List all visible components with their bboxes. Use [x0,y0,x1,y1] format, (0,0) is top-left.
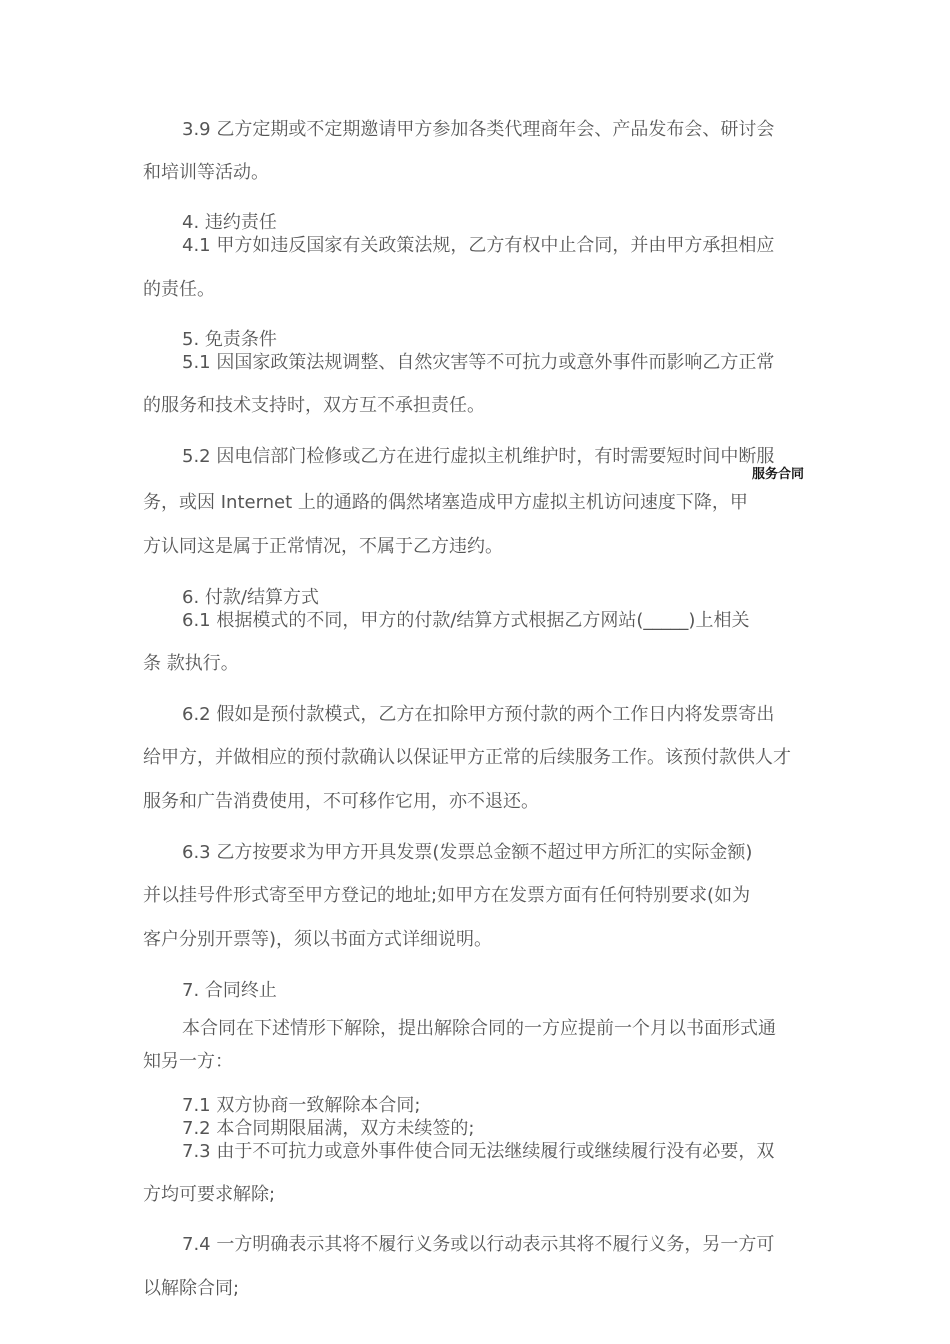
text-line-7-intro: 本合同在下述情形下解除，提出解除合同的一方应提前一个月以书面形式通 [182,1018,776,1039]
text-line-3-9: 3.9 乙方定期或不定期邀请甲方参加各类代理商年会、产品发布会、研讨会 [182,119,775,140]
text-line-7-4-cont: 以解除合同; [143,1278,240,1299]
text-line-6-1: 6.1 根据模式的不同，甲方的付款/结算方式根据乙方网站(_____)上相关 [182,610,750,631]
text-line-5-2-cont-2: 方认同这是属于正常情况，不属于乙方违约。 [143,536,503,557]
text-line-4-1: 4.1 甲方如违反国家有关政策法规，乙方有权中止合同，并由甲方承担相应 [182,235,775,256]
text-line-7-1: 7.1 双方协商一致解除本合同; [182,1095,421,1116]
text-line-6-1-cont: 条 款执行。 [143,653,239,674]
text-line-6-2-cont-2: 服务和广告消费使用，不可移作它用，亦不退还。 [143,791,539,812]
text-line-5-2-cont-1: 务，或因 Internet 上的通路的偶然堵塞造成甲方虚拟主机访问速度下降，甲 [143,492,748,513]
text-line-3-9-cont: 和培训等活动。 [143,162,269,183]
text-line-5-2: 5.2 因电信部门检修或乙方在进行虚拟主机维护时，有时需要短时间中断服 [182,446,775,467]
text-line-6-3-cont-2: 客户分别开票等)，须以书面方式详细说明。 [143,929,493,950]
text-line-4-1-cont: 的责任。 [143,279,215,300]
text-line-6-2: 6.2 假如是预付款模式，乙方在扣除甲方预付款的两个工作日内将发票寄出 [182,704,775,725]
text-line-5-1: 5.1 因国家政策法规调整、自然灾害等不可抗力或意外事件而影响乙方正常 [182,352,775,373]
text-line-5-1-cont: 的服务和技术支持时，双方互不承担责任。 [143,395,485,416]
text-line-7-3-cont: 方均可要求解除; [143,1184,276,1205]
section-heading-5: 5. 免责条件 [182,329,277,350]
section-heading-7: 7. 合同终止 [182,980,277,1001]
text-line-6-3: 6.3 乙方按要求为甲方开具发票(发票总金额不超过甲方所汇的实际金额) [182,842,753,863]
text-line-7-4: 7.4 一方明确表示其将不履行义务或以行动表示其将不履行义务，另一方可 [182,1234,775,1255]
text-line-6-2-cont-1: 给甲方，并做相应的预付款确认以保证甲方正常的后续服务工作。该预付款供人才 [143,747,791,768]
text-line-7-3: 7.3 由于不可抗力或意外事件使合同无法继续履行或继续履行没有必要，双 [182,1141,775,1162]
section-heading-6: 6. 付款/结算方式 [182,587,319,608]
text-line-7-intro-cont: 知另一方： [143,1051,233,1072]
text-line-7-2: 7.2 本合同期限届满，双方未续签的; [182,1118,475,1139]
document-watermark-label: 服务合同 [752,467,805,482]
text-line-6-3-cont-1: 并以挂号件形式寄至甲方登记的地址;如甲方在发票方面有任何特别要求(如为 [143,885,751,906]
section-heading-4: 4. 违约责任 [182,212,277,233]
